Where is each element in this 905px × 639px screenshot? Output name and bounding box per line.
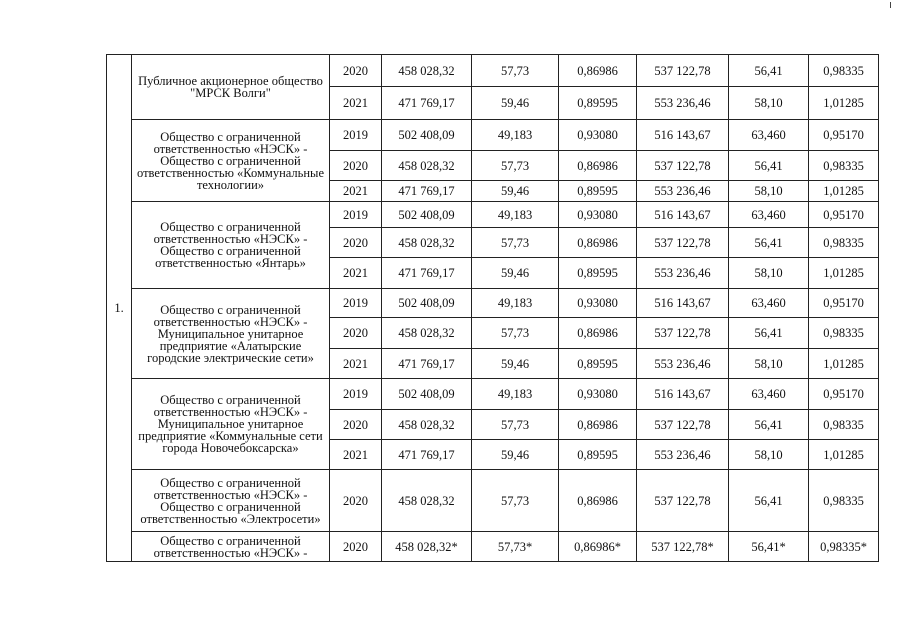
value-cell: 502 408,09 xyxy=(382,379,472,410)
year-cell: 2020 xyxy=(330,55,382,87)
organization-name: Общество с ограниченной ответственностью «НЭСК» - xyxy=(132,532,330,562)
organization-name: Общество с ограниченной ответственностью «НЭСК» - Муниципальное унитарное предприятие «Алатырские городские электрические сети» xyxy=(132,289,330,379)
year-cell: 2021 xyxy=(330,87,382,120)
tariff-table xyxy=(106,54,879,562)
value-cell: 56,41* xyxy=(729,532,809,562)
value-cell: 59,46 xyxy=(472,87,559,120)
value-cell: 1,01285 xyxy=(809,181,879,202)
value-cell: 63,460 xyxy=(729,379,809,410)
value-cell: 471 769,17 xyxy=(382,258,472,289)
value-cell: 0,98335* xyxy=(809,532,879,562)
value-cell: 63,460 xyxy=(729,289,809,318)
value-cell: 537 122,78 xyxy=(637,228,729,258)
organization-name: Общество с ограниченной ответственностью «НЭСК» - Муниципальное унитарное предприятие «Коммунальные сети города Новочебоксарска» xyxy=(132,379,330,470)
value-cell: 59,46 xyxy=(472,181,559,202)
scan-artifact-mark xyxy=(890,2,896,8)
value-cell: 63,460 xyxy=(729,120,809,151)
value-cell: 458 028,32 xyxy=(382,228,472,258)
table-row xyxy=(107,289,879,318)
value-cell: 537 122,78* xyxy=(637,532,729,562)
value-cell: 58,10 xyxy=(729,440,809,470)
value-cell: 516 143,67 xyxy=(637,120,729,151)
year-cell: 2020 xyxy=(330,532,382,562)
value-cell: 458 028,32* xyxy=(382,532,472,562)
value-cell: 0,95170 xyxy=(809,120,879,151)
value-cell: 56,41 xyxy=(729,151,809,181)
value-cell: 0,86986* xyxy=(559,532,637,562)
year-cell: 2020 xyxy=(330,410,382,440)
value-cell: 0,86986 xyxy=(559,410,637,440)
value-cell: 0,86986 xyxy=(559,55,637,87)
organization-name: Общество с ограниченной ответственностью «НЭСК» - Общество с ограниченной ответственностью «Коммунальные технологии» xyxy=(132,120,330,202)
value-cell: 56,41 xyxy=(729,470,809,532)
year-cell: 2019 xyxy=(330,289,382,318)
value-cell: 553 236,46 xyxy=(637,349,729,379)
value-cell: 0,89595 xyxy=(559,440,637,470)
value-cell: 0,93080 xyxy=(559,120,637,151)
value-cell: 1,01285 xyxy=(809,258,879,289)
value-cell: 0,89595 xyxy=(559,87,637,120)
value-cell: 49,183 xyxy=(472,379,559,410)
table-row xyxy=(107,55,879,87)
value-cell: 458 028,32 xyxy=(382,318,472,349)
value-cell: 0,86986 xyxy=(559,318,637,349)
value-cell: 0,86986 xyxy=(559,470,637,532)
year-cell: 2021 xyxy=(330,181,382,202)
year-cell: 2019 xyxy=(330,379,382,410)
value-cell: 502 408,09 xyxy=(382,202,472,228)
value-cell: 0,86986 xyxy=(559,228,637,258)
value-cell: 58,10 xyxy=(729,181,809,202)
year-cell: 2020 xyxy=(330,228,382,258)
value-cell: 57,73 xyxy=(472,470,559,532)
value-cell: 57,73 xyxy=(472,318,559,349)
year-cell: 2020 xyxy=(330,470,382,532)
year-cell: 2019 xyxy=(330,202,382,228)
value-cell: 58,10 xyxy=(729,87,809,120)
value-cell: 458 028,32 xyxy=(382,470,472,532)
value-cell: 1,01285 xyxy=(809,440,879,470)
year-cell: 2021 xyxy=(330,349,382,379)
value-cell: 471 769,17 xyxy=(382,87,472,120)
value-cell: 0,98335 xyxy=(809,318,879,349)
table-row xyxy=(107,379,879,410)
value-cell: 502 408,09 xyxy=(382,289,472,318)
value-cell: 58,10 xyxy=(729,258,809,289)
table-row xyxy=(107,470,879,532)
value-cell: 516 143,67 xyxy=(637,202,729,228)
value-cell: 57,73 xyxy=(472,55,559,87)
value-cell: 57,73 xyxy=(472,410,559,440)
value-cell: 471 769,17 xyxy=(382,349,472,379)
value-cell: 57,73 xyxy=(472,151,559,181)
value-cell: 57,73 xyxy=(472,228,559,258)
row-number-cell: 1. xyxy=(107,55,132,562)
value-cell: 458 028,32 xyxy=(382,55,472,87)
value-cell: 56,41 xyxy=(729,55,809,87)
table-row xyxy=(107,202,879,228)
value-cell: 458 028,32 xyxy=(382,151,472,181)
value-cell: 1,01285 xyxy=(809,349,879,379)
value-cell: 0,93080 xyxy=(559,379,637,410)
value-cell: 56,41 xyxy=(729,410,809,440)
table-body xyxy=(107,55,879,562)
value-cell: 537 122,78 xyxy=(637,151,729,181)
value-cell: 553 236,46 xyxy=(637,440,729,470)
year-cell: 2021 xyxy=(330,440,382,470)
value-cell: 471 769,17 xyxy=(382,440,472,470)
year-cell: 2021 xyxy=(330,258,382,289)
value-cell: 0,95170 xyxy=(809,202,879,228)
value-cell: 0,95170 xyxy=(809,379,879,410)
value-cell: 49,183 xyxy=(472,202,559,228)
value-cell: 58,10 xyxy=(729,349,809,379)
value-cell: 0,95170 xyxy=(809,289,879,318)
value-cell: 537 122,78 xyxy=(637,410,729,440)
value-cell: 537 122,78 xyxy=(637,55,729,87)
value-cell: 553 236,46 xyxy=(637,87,729,120)
value-cell: 59,46 xyxy=(472,258,559,289)
organization-name: Общество с ограниченной ответственностью «НЭСК» - Общество с ограниченной ответственностью «Янтарь» xyxy=(132,202,330,289)
value-cell: 0,89595 xyxy=(559,181,637,202)
value-cell: 0,86986 xyxy=(559,151,637,181)
value-cell: 56,41 xyxy=(729,318,809,349)
value-cell: 471 769,17 xyxy=(382,181,472,202)
value-cell: 553 236,46 xyxy=(637,181,729,202)
value-cell: 516 143,67 xyxy=(637,289,729,318)
value-cell: 59,46 xyxy=(472,349,559,379)
value-cell: 1,01285 xyxy=(809,87,879,120)
value-cell: 537 122,78 xyxy=(637,470,729,532)
value-cell: 0,98335 xyxy=(809,151,879,181)
year-cell: 2020 xyxy=(330,151,382,181)
value-cell: 0,98335 xyxy=(809,470,879,532)
value-cell: 59,46 xyxy=(472,440,559,470)
value-cell: 537 122,78 xyxy=(637,318,729,349)
value-cell: 49,183 xyxy=(472,120,559,151)
value-cell: 0,89595 xyxy=(559,349,637,379)
organization-name: Публичное акционерное общество "МРСК Волги" xyxy=(132,55,330,120)
value-cell: 49,183 xyxy=(472,289,559,318)
value-cell: 0,98335 xyxy=(809,410,879,440)
value-cell: 553 236,46 xyxy=(637,258,729,289)
year-cell: 2020 xyxy=(330,318,382,349)
value-cell: 56,41 xyxy=(729,228,809,258)
value-cell: 516 143,67 xyxy=(637,379,729,410)
value-cell: 458 028,32 xyxy=(382,410,472,440)
value-cell: 0,93080 xyxy=(559,202,637,228)
year-cell: 2019 xyxy=(330,120,382,151)
value-cell: 502 408,09 xyxy=(382,120,472,151)
value-cell: 0,98335 xyxy=(809,55,879,87)
table-row xyxy=(107,120,879,151)
value-cell: 57,73* xyxy=(472,532,559,562)
value-cell: 0,93080 xyxy=(559,289,637,318)
table-row xyxy=(107,532,879,562)
value-cell: 0,89595 xyxy=(559,258,637,289)
value-cell: 0,98335 xyxy=(809,228,879,258)
value-cell: 63,460 xyxy=(729,202,809,228)
organization-name: Общество с ограниченной ответственностью «НЭСК» - Общество с ограниченной ответственностью «Электросети» xyxy=(132,470,330,532)
